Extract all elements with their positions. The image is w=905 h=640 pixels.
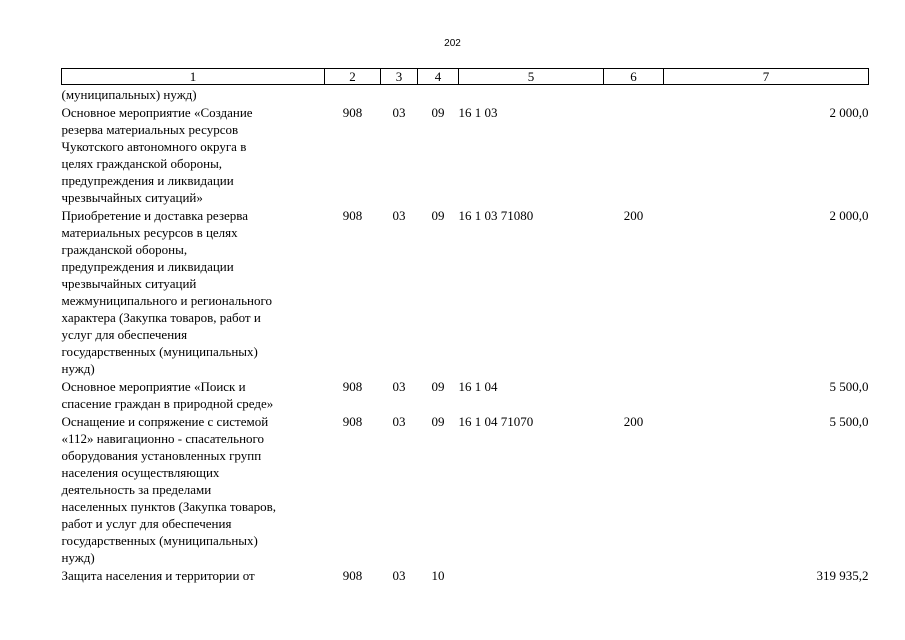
- continuation-text: (муниципальных) нужд): [61, 87, 197, 102]
- row-name: Основное мероприятие «Создание резерва материальных ресурсов Чукотского автономного округа в целях гражданской обороны, предупреждения и ликвидации чрезвычайных ситуаций»: [61, 105, 253, 205]
- row-expense-type: 200: [623, 414, 644, 429]
- budget-table: [61, 68, 869, 584]
- row-name: Оснащение и сопряжение с системой «112» навигационно - спасательного оборудования установленных групп населения осуществляющих деятельность за пределами населенных пунктов (Закупка товаров, работ и услуг для обеспечения государственных (муниципальных) нужд): [61, 414, 277, 565]
- row-name: Основное мероприятие «Поиск и спасение граждан в природной среде»: [61, 379, 274, 411]
- header-col-7: 7: [664, 69, 869, 85]
- row-code: 908: [342, 414, 363, 429]
- row-code: 908: [342, 379, 363, 394]
- table-row: [62, 412, 869, 566]
- row-target: 16 1 04 71070: [458, 414, 534, 429]
- row-expense-type: 200: [623, 208, 644, 223]
- table-header: [62, 69, 869, 85]
- table-row: [62, 566, 869, 584]
- row-code: 908: [342, 105, 363, 120]
- row-section: 03: [392, 105, 406, 120]
- row-code: 908: [342, 568, 363, 583]
- row-amount: 5 500,0: [829, 414, 869, 429]
- row-name: Защита населения и территории от: [61, 568, 255, 583]
- row-name: Приобретение и доставка резерва материальных ресурсов в целях гражданской обороны, предупреждения и ликвидации чрезвычайных ситуаций межмуниципального и регионального характера (Закупка товаров, работ и услуг для обеспечения государственных (муниципальных) нужд): [61, 208, 272, 376]
- table-row: [62, 103, 869, 206]
- header-col-4: 4: [418, 69, 459, 85]
- row-amount: 5 500,0: [829, 379, 869, 394]
- row-expense-type: [604, 377, 664, 412]
- row-section: 03: [392, 568, 406, 583]
- row-amount: 319 935,2: [816, 568, 869, 583]
- row-amount: 2 000,0: [829, 208, 869, 223]
- header-col-5: 5: [459, 69, 604, 85]
- row-subsection: 09: [431, 208, 445, 223]
- table-row: [62, 377, 869, 412]
- row-expense-type: [604, 566, 664, 584]
- header-col-1: 1: [62, 69, 325, 85]
- row-section: 03: [392, 414, 406, 429]
- row-target: 16 1 03 71080: [458, 208, 534, 223]
- row-section: 03: [392, 208, 406, 223]
- table-body: [62, 85, 869, 585]
- row-subsection: 10: [431, 568, 445, 583]
- row-expense-type: [604, 103, 664, 206]
- row-amount: 2 000,0: [829, 105, 869, 120]
- row-target: [459, 566, 604, 584]
- row-subsection: 09: [431, 414, 445, 429]
- row-subsection: 09: [431, 379, 445, 394]
- header-col-3: 3: [381, 69, 418, 85]
- row-section: 03: [392, 379, 406, 394]
- header-row: [62, 69, 869, 85]
- table-row: [62, 206, 869, 377]
- header-col-2: 2: [325, 69, 381, 85]
- row-target: 16 1 04: [458, 379, 498, 394]
- row-code: 908: [342, 208, 363, 223]
- row-subsection: 09: [431, 105, 445, 120]
- table-row-continuation: [62, 85, 869, 104]
- header-col-6: 6: [604, 69, 664, 85]
- page-number: 202: [444, 38, 461, 49]
- row-target: 16 1 03: [458, 105, 498, 120]
